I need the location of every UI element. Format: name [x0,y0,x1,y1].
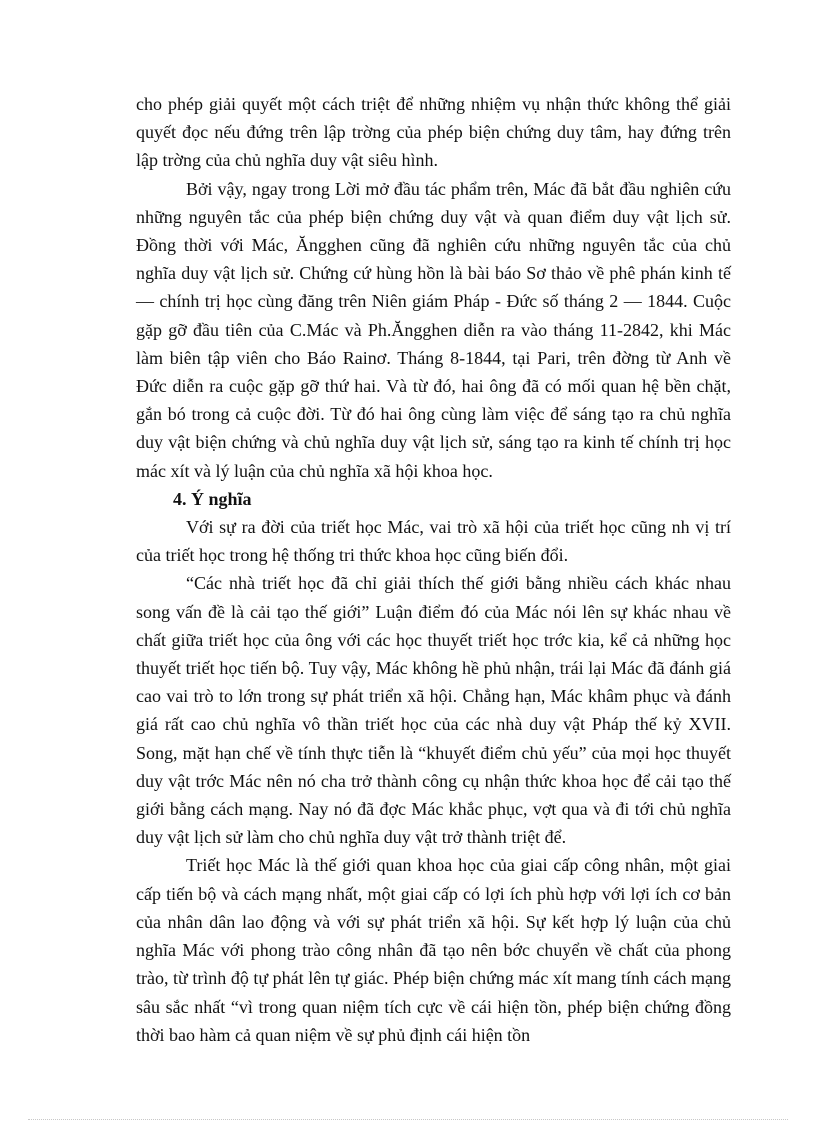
paragraph-continuation: cho phép giải quyết một cách triệt để những nhiệm vụ nhận thức không thể giải quyết đọc nếu đứng trên lập trờng của phép biện chứng duy tâm, hay đứng trên lập trờng của chủ nghĩa duy vật siêu hình. [136,94,731,171]
page-body [136,90,731,1049]
footer-divider [28,1119,788,1120]
paragraph-worldview: Triết học Mác là thế giới quan khoa học của giai cấp công nhân, một giai cấp tiến bộ và cách mạng nhất, một giai cấp có lợi ích phù hợp với lợi ích cơ bản của nhân dân lao động và với sự phát triển xã hội. Sự kết hợp lý luận của chủ nghĩa Mác với phong trào công nhân đã tạo nên bớc chuyển về chất của phong trào, từ trình độ tự phát lên tự giác. Phép biện chứng mác xít mang tính cách mạng sâu sắc nhất “vì trong quan niệm tích cực về cái hiện tồn, phép biện chứng đồng thời bao hàm cả quan niệm về sự phủ định cái hiện tồn [136,855,731,1045]
paragraph-quote: “Các nhà triết học đã chỉ giải thích thế giới bằng nhiều cách khác nhau song vấn đề là cải tạo thế giới” Luận điểm đó của Mác nói lên sự khác nhau về chất giữa triết học của ông với các học thuyết triết học trớc kia, kể cả những học thuyết triết học tiến bộ. Tuy vậy, Mác không hề phủ nhận, trái lại Mác đã đánh giá cao vai trò to lớn trong sự phát triển xã hội. Chẳng hạn, Mác khâm phục và đánh giá rất cao chủ nghĩa vô thần triết học của các nhà duy vật Pháp thế kỷ XVII. Song, mặt hạn chế về tính thực tiễn là “khuyết điểm chủ yếu” của mọi học thuyết duy vật trớc Mác nên nó cha trở thành công cụ nhận thức khoa học để cải tạo thế giới bằng cách mạng. Nay nó đã đợc Mác khắc phục, vợt qua và đi tới chủ nghĩa duy vật lịch sử làm cho chủ nghĩa duy vật trở thành triệt để. [136,573,731,848]
paragraph-origins: Bởi vậy, ngay trong Lời mở đầu tác phẩm trên, Mác đã bắt đầu nghiên cứu những nguyên tắc của phép biện chứng duy vật và quan điểm duy vật lịch sử. Đồng thời với Mác, Ăngghen cũng đã nghiên cứu những nguyên tắc của chủ nghĩa duy vật lịch sử. Chứng cứ hùng hồn là bài báo Sơ thảo về phê phán kinh tế — chính trị học cùng đăng trên Niên giám Pháp - Đức số tháng 2 — 1844. Cuộc gặp gỡ đầu tiên của C.Mác và Ph.Ăngghen diễn ra vào tháng 11-2842, khi Mác làm biên tập viên cho Báo Rainơ. Tháng 8-1844, tại Pari, trên đờng từ Anh về Đức diễn ra cuộc gặp gỡ thứ hai. Và từ đó, hai ông đã có mối quan hệ bền chặt, gắn bó trong cả cuộc đời. Từ đó hai ông cùng làm việc để sáng tạo ra chủ nghĩa duy vật biện chứng và chủ nghĩa duy vật lịch sử, sáng tạo ra kinh tế chính trị học mác xít và lý luận của chủ nghĩa xã hội khoa học. [136,178,731,481]
section-heading: 4. Ý nghĩa [173,488,252,509]
paragraph-role: Với sự ra đời của triết học Mác, vai trò xã hội của triết học cũng nh vị trí của triết học trong hệ thống tri thức khoa học cũng biến đổi. [136,517,731,566]
